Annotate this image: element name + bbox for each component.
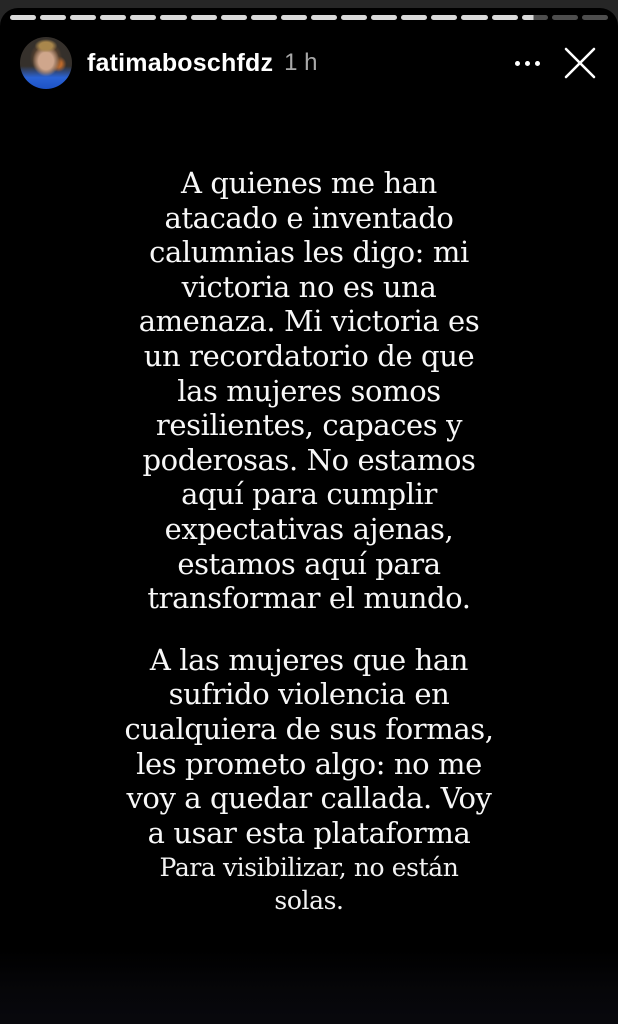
story-card[interactable] bbox=[0, 8, 618, 1024]
progress-segment bbox=[221, 15, 247, 20]
text-line: estamos aquí para bbox=[177, 546, 441, 581]
text-line: cualquiera de sus formas, bbox=[124, 711, 494, 746]
progress-segment bbox=[281, 15, 307, 20]
text-line: aquí para cumplir bbox=[181, 477, 437, 512]
close-icon[interactable] bbox=[556, 39, 604, 87]
progress-segment bbox=[160, 15, 186, 20]
progress-segment bbox=[70, 15, 96, 20]
text-line: amenaza. Mi victoria es bbox=[138, 304, 480, 339]
progress-segment bbox=[371, 15, 397, 20]
text-line: poderosas. No estamos bbox=[142, 442, 476, 477]
progress-segment bbox=[461, 15, 487, 20]
progress-segment bbox=[341, 15, 367, 20]
story-paragraph-2 bbox=[0, 643, 618, 851]
progress-segment bbox=[10, 15, 36, 20]
text-line: un recordatorio de que bbox=[143, 338, 475, 373]
timestamp: 1 h bbox=[284, 49, 318, 76]
text-line: voy a quedar callada. Voy bbox=[126, 781, 492, 816]
progress-segment bbox=[191, 15, 217, 20]
menu-dot bbox=[525, 61, 530, 66]
progress-segment bbox=[251, 15, 277, 20]
text-line: solas. bbox=[274, 886, 344, 916]
progress-segment bbox=[552, 15, 578, 20]
story-small-text bbox=[0, 851, 618, 917]
text-line: victoria no es una bbox=[181, 269, 437, 304]
story-paragraph-1 bbox=[0, 166, 618, 616]
more-options-icon[interactable] bbox=[504, 40, 550, 86]
story-text bbox=[0, 166, 618, 917]
text-line: las mujeres somos bbox=[177, 373, 441, 408]
progress-segment bbox=[431, 15, 457, 20]
text-line: expectativas ajenas, bbox=[164, 511, 454, 546]
story-header bbox=[20, 36, 604, 90]
menu-dot bbox=[535, 61, 540, 66]
progress-segment bbox=[40, 15, 66, 20]
close-icon-glyph bbox=[560, 43, 600, 83]
text-line: atacado e inventado bbox=[164, 200, 454, 235]
text-line: les prometo algo: no me bbox=[136, 746, 482, 781]
story-background-image bbox=[0, 950, 618, 1024]
progress-segment bbox=[492, 15, 518, 20]
text-line: sufrido violencia en bbox=[168, 677, 450, 712]
progress-segment bbox=[311, 15, 337, 20]
text-line: resilientes, capaces y bbox=[155, 408, 463, 443]
avatar[interactable] bbox=[20, 37, 72, 89]
text-line: calumnias les digo: mi bbox=[149, 235, 469, 270]
text-line: a usar esta plataforma bbox=[147, 815, 471, 850]
progress-segment bbox=[522, 15, 548, 20]
story-progress-bar bbox=[10, 15, 608, 20]
progress-segment bbox=[582, 15, 608, 20]
text-line: A las mujeres que han bbox=[149, 642, 469, 677]
text-line: transformar el mundo. bbox=[147, 581, 471, 616]
text-line: Para visibilizar, no están bbox=[159, 853, 459, 883]
progress-segment bbox=[130, 15, 156, 20]
progress-segment bbox=[100, 15, 126, 20]
username[interactable]: fatimaboschfdz bbox=[87, 48, 274, 77]
menu-dot bbox=[515, 61, 520, 66]
progress-segment bbox=[401, 15, 427, 20]
text-line: A quienes me han bbox=[181, 166, 437, 200]
